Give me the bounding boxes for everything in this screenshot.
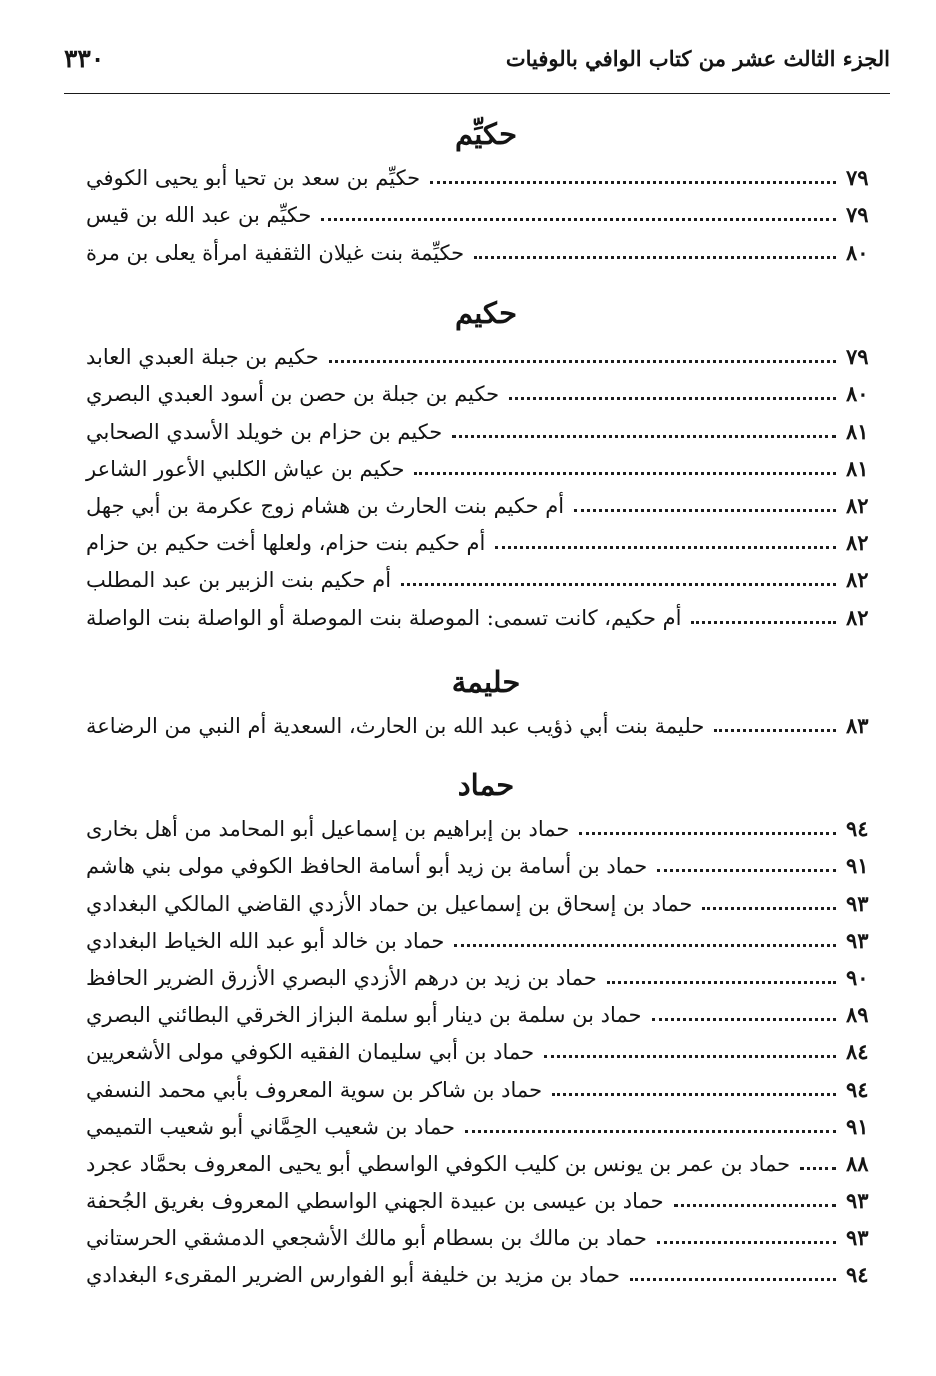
entry-name: حكيِّم بن عبد الله بن قيس bbox=[86, 203, 312, 228]
index-entry bbox=[86, 1253, 886, 1290]
dot-leader bbox=[452, 435, 836, 438]
index-section bbox=[86, 291, 886, 633]
entry-page-number: ٩٣ bbox=[846, 1188, 869, 1214]
entry-name: حماد بن زيد بن درهم الأزدي البصري الأزرق الضرير الحافظ bbox=[86, 965, 597, 990]
index-entry bbox=[86, 335, 886, 372]
entry-page-number: ٩٤ bbox=[846, 816, 869, 842]
index-entry bbox=[86, 193, 886, 230]
index-section bbox=[86, 660, 886, 741]
section-title: حماد bbox=[457, 768, 515, 802]
entry-name: حماد بن إبراهيم بن إسماعيل أبو المحامد من أهل بخارى bbox=[86, 817, 570, 842]
dot-leader bbox=[607, 981, 836, 984]
dot-leader bbox=[414, 472, 836, 475]
entry-name: حماد بن أبي سليمان الفقيه الكوفي مولى الأشعريين bbox=[86, 1040, 535, 1065]
index-entry bbox=[86, 1216, 886, 1253]
index-entry bbox=[86, 156, 886, 193]
dot-leader bbox=[652, 1018, 836, 1021]
dot-leader bbox=[329, 360, 836, 363]
index-entry bbox=[86, 956, 886, 993]
entry-page-number: ٩٣ bbox=[846, 1225, 869, 1251]
entry-page-number: ٨٢ bbox=[846, 604, 869, 630]
index-entry bbox=[86, 844, 886, 881]
page-number: ٣٣٠ bbox=[64, 44, 105, 73]
dot-leader bbox=[657, 1241, 836, 1244]
entry-page-number: ٨٤ bbox=[846, 1039, 869, 1065]
index-entry bbox=[86, 1179, 886, 1216]
index-entry bbox=[86, 230, 886, 267]
index-section bbox=[86, 112, 886, 268]
dot-leader bbox=[714, 729, 836, 732]
dot-leader bbox=[495, 546, 836, 549]
section-title: حكيِّم bbox=[455, 117, 517, 151]
index-entry bbox=[86, 447, 886, 484]
dot-leader bbox=[630, 1278, 836, 1281]
dot-leader bbox=[552, 1093, 836, 1096]
entry-page-number: ٨١ bbox=[846, 418, 869, 444]
index-entry bbox=[86, 919, 886, 956]
entry-page-number: ٨٢ bbox=[846, 492, 869, 518]
entry-name: حماد بن مزيد بن خليفة أبو الفوارس الضرير المقرىء البغدادي bbox=[86, 1263, 621, 1288]
index-entry bbox=[86, 521, 886, 558]
entry-name: حماد بن إسحاق بن إسماعيل بن حماد الأزدي القاضي المالكي البغدادي bbox=[86, 891, 693, 916]
index-entry bbox=[86, 704, 886, 741]
dot-leader bbox=[454, 944, 836, 947]
entry-page-number: ٩١ bbox=[846, 1113, 869, 1139]
index-entry bbox=[86, 595, 886, 632]
entry-page-number: ٨٢ bbox=[846, 530, 869, 556]
entry-name: حكيم بن عياش الكلبي الأعور الشاعر bbox=[86, 456, 405, 481]
index-section bbox=[86, 763, 886, 1290]
index-entry bbox=[86, 881, 886, 918]
entry-page-number: ٧٩ bbox=[846, 165, 869, 191]
index-entry bbox=[86, 1030, 886, 1067]
entry-name: حكيم بن حزام بن خويلد الأسدي الصحابي bbox=[86, 419, 443, 444]
entry-page-number: ٩٣ bbox=[846, 927, 869, 953]
dot-leader bbox=[474, 256, 836, 259]
entry-page-number: ٨٨ bbox=[846, 1150, 869, 1176]
entry-name: حماد بن خالد أبو عبد الله الخياط البغدادي bbox=[86, 928, 445, 953]
section-title: حليمة bbox=[451, 665, 521, 699]
entry-page-number: ٩٠ bbox=[846, 964, 869, 990]
page-header bbox=[64, 42, 890, 82]
section-title: حكيم bbox=[455, 296, 517, 330]
header-rule bbox=[64, 93, 890, 94]
index-entry bbox=[86, 993, 886, 1030]
index-entry bbox=[86, 558, 886, 595]
dot-leader bbox=[465, 1130, 836, 1133]
entry-name: حماد بن أسامة بن زيد أبو أسامة الحافظ الكوفي مولى بني هاشم bbox=[86, 854, 648, 879]
index-entry bbox=[86, 1067, 886, 1104]
index-entry bbox=[86, 409, 886, 446]
index-entry bbox=[86, 1105, 886, 1142]
entry-name: أم حكيم بنت الحارث بن هشام زوج عكرمة بن أبي جهل bbox=[86, 493, 565, 518]
dot-leader bbox=[430, 181, 836, 184]
entry-name: حماد بن عيسى بن عبيدة الجهني الواسطي المعروف بغريق الجُحفة bbox=[86, 1189, 664, 1214]
entry-page-number: ٧٩ bbox=[846, 344, 869, 370]
entry-page-number: ٨١ bbox=[846, 455, 869, 481]
dot-leader bbox=[691, 621, 836, 624]
index-entry bbox=[86, 484, 886, 521]
index-entry bbox=[86, 1142, 886, 1179]
entry-name: أم حكيم، كانت تسمى: الموصلة بنت الموصلة أو الواصلة بنت الواصلة bbox=[86, 605, 682, 630]
entry-name: أم حكيم بنت الزبير بن عبد المطلب bbox=[86, 568, 392, 593]
running-title: الجزء الثالث عشر من كتاب الوافي بالوفيات bbox=[505, 46, 890, 71]
dot-leader bbox=[702, 907, 836, 910]
dot-leader bbox=[509, 397, 836, 400]
entry-page-number: ٨٠ bbox=[846, 239, 869, 265]
entry-name: حماد بن شعيب الحِمَّاني أبو شعيب التميمي bbox=[86, 1114, 456, 1139]
entry-page-number: ٩٣ bbox=[846, 890, 869, 916]
entry-page-number: ٩٤ bbox=[846, 1262, 869, 1288]
dot-leader bbox=[579, 832, 836, 835]
entry-page-number: ٩١ bbox=[846, 853, 869, 879]
dot-leader bbox=[321, 218, 836, 221]
entry-name: حماد بن مالك بن بسطام أبو مالك الأشجعي الدمشقي الحرستاني bbox=[86, 1226, 647, 1251]
entry-name: حماد بن عمر بن يونس بن كليب الكوفي الواسطي أبو يحيى المعروف بحمَّاد عجرد bbox=[86, 1151, 791, 1176]
entry-name: أم حكيم بنت حزام، ولعلها أخت حكيم بن حزام bbox=[86, 531, 486, 556]
entry-page-number: ٨٩ bbox=[846, 1002, 869, 1028]
dot-leader bbox=[674, 1204, 836, 1207]
entry-name: حكيم بن جبلة العبدي العابد bbox=[86, 345, 319, 370]
entry-page-number: ٨٢ bbox=[846, 567, 869, 593]
entry-page-number: ٨٣ bbox=[846, 713, 869, 739]
dot-leader bbox=[657, 869, 836, 872]
entry-name: حليمة بنت أبي ذؤيب عبد الله بن الحارث، السعدية أم النبي من الرضاعة bbox=[86, 714, 705, 739]
dot-leader bbox=[800, 1167, 836, 1170]
index-entry bbox=[86, 807, 886, 844]
entry-name: حكيِّم بن سعد بن تحيا أبو يحيى الكوفي bbox=[86, 166, 421, 191]
entry-page-number: ٩٤ bbox=[846, 1076, 869, 1102]
entry-name: حكيم بن جبلة بن حصن بن أسود العبدي البصري bbox=[86, 382, 500, 407]
entry-name: حماد بن شاكر بن سوية المعروف بأبي محمد النسفي bbox=[86, 1077, 543, 1102]
dot-leader bbox=[401, 583, 836, 586]
dot-leader bbox=[544, 1055, 836, 1058]
entry-name: حكيِّمة بنت غيلان الثقفية امرأة يعلى بن مرة bbox=[86, 240, 465, 265]
index-entry bbox=[86, 372, 886, 409]
dot-leader bbox=[574, 509, 836, 512]
entry-name: حماد بن سلمة بن دينار أبو سلمة البزاز الخرقي البطائني البصري bbox=[86, 1003, 642, 1028]
entry-page-number: ٨٠ bbox=[846, 381, 869, 407]
entry-page-number: ٧٩ bbox=[846, 202, 869, 228]
